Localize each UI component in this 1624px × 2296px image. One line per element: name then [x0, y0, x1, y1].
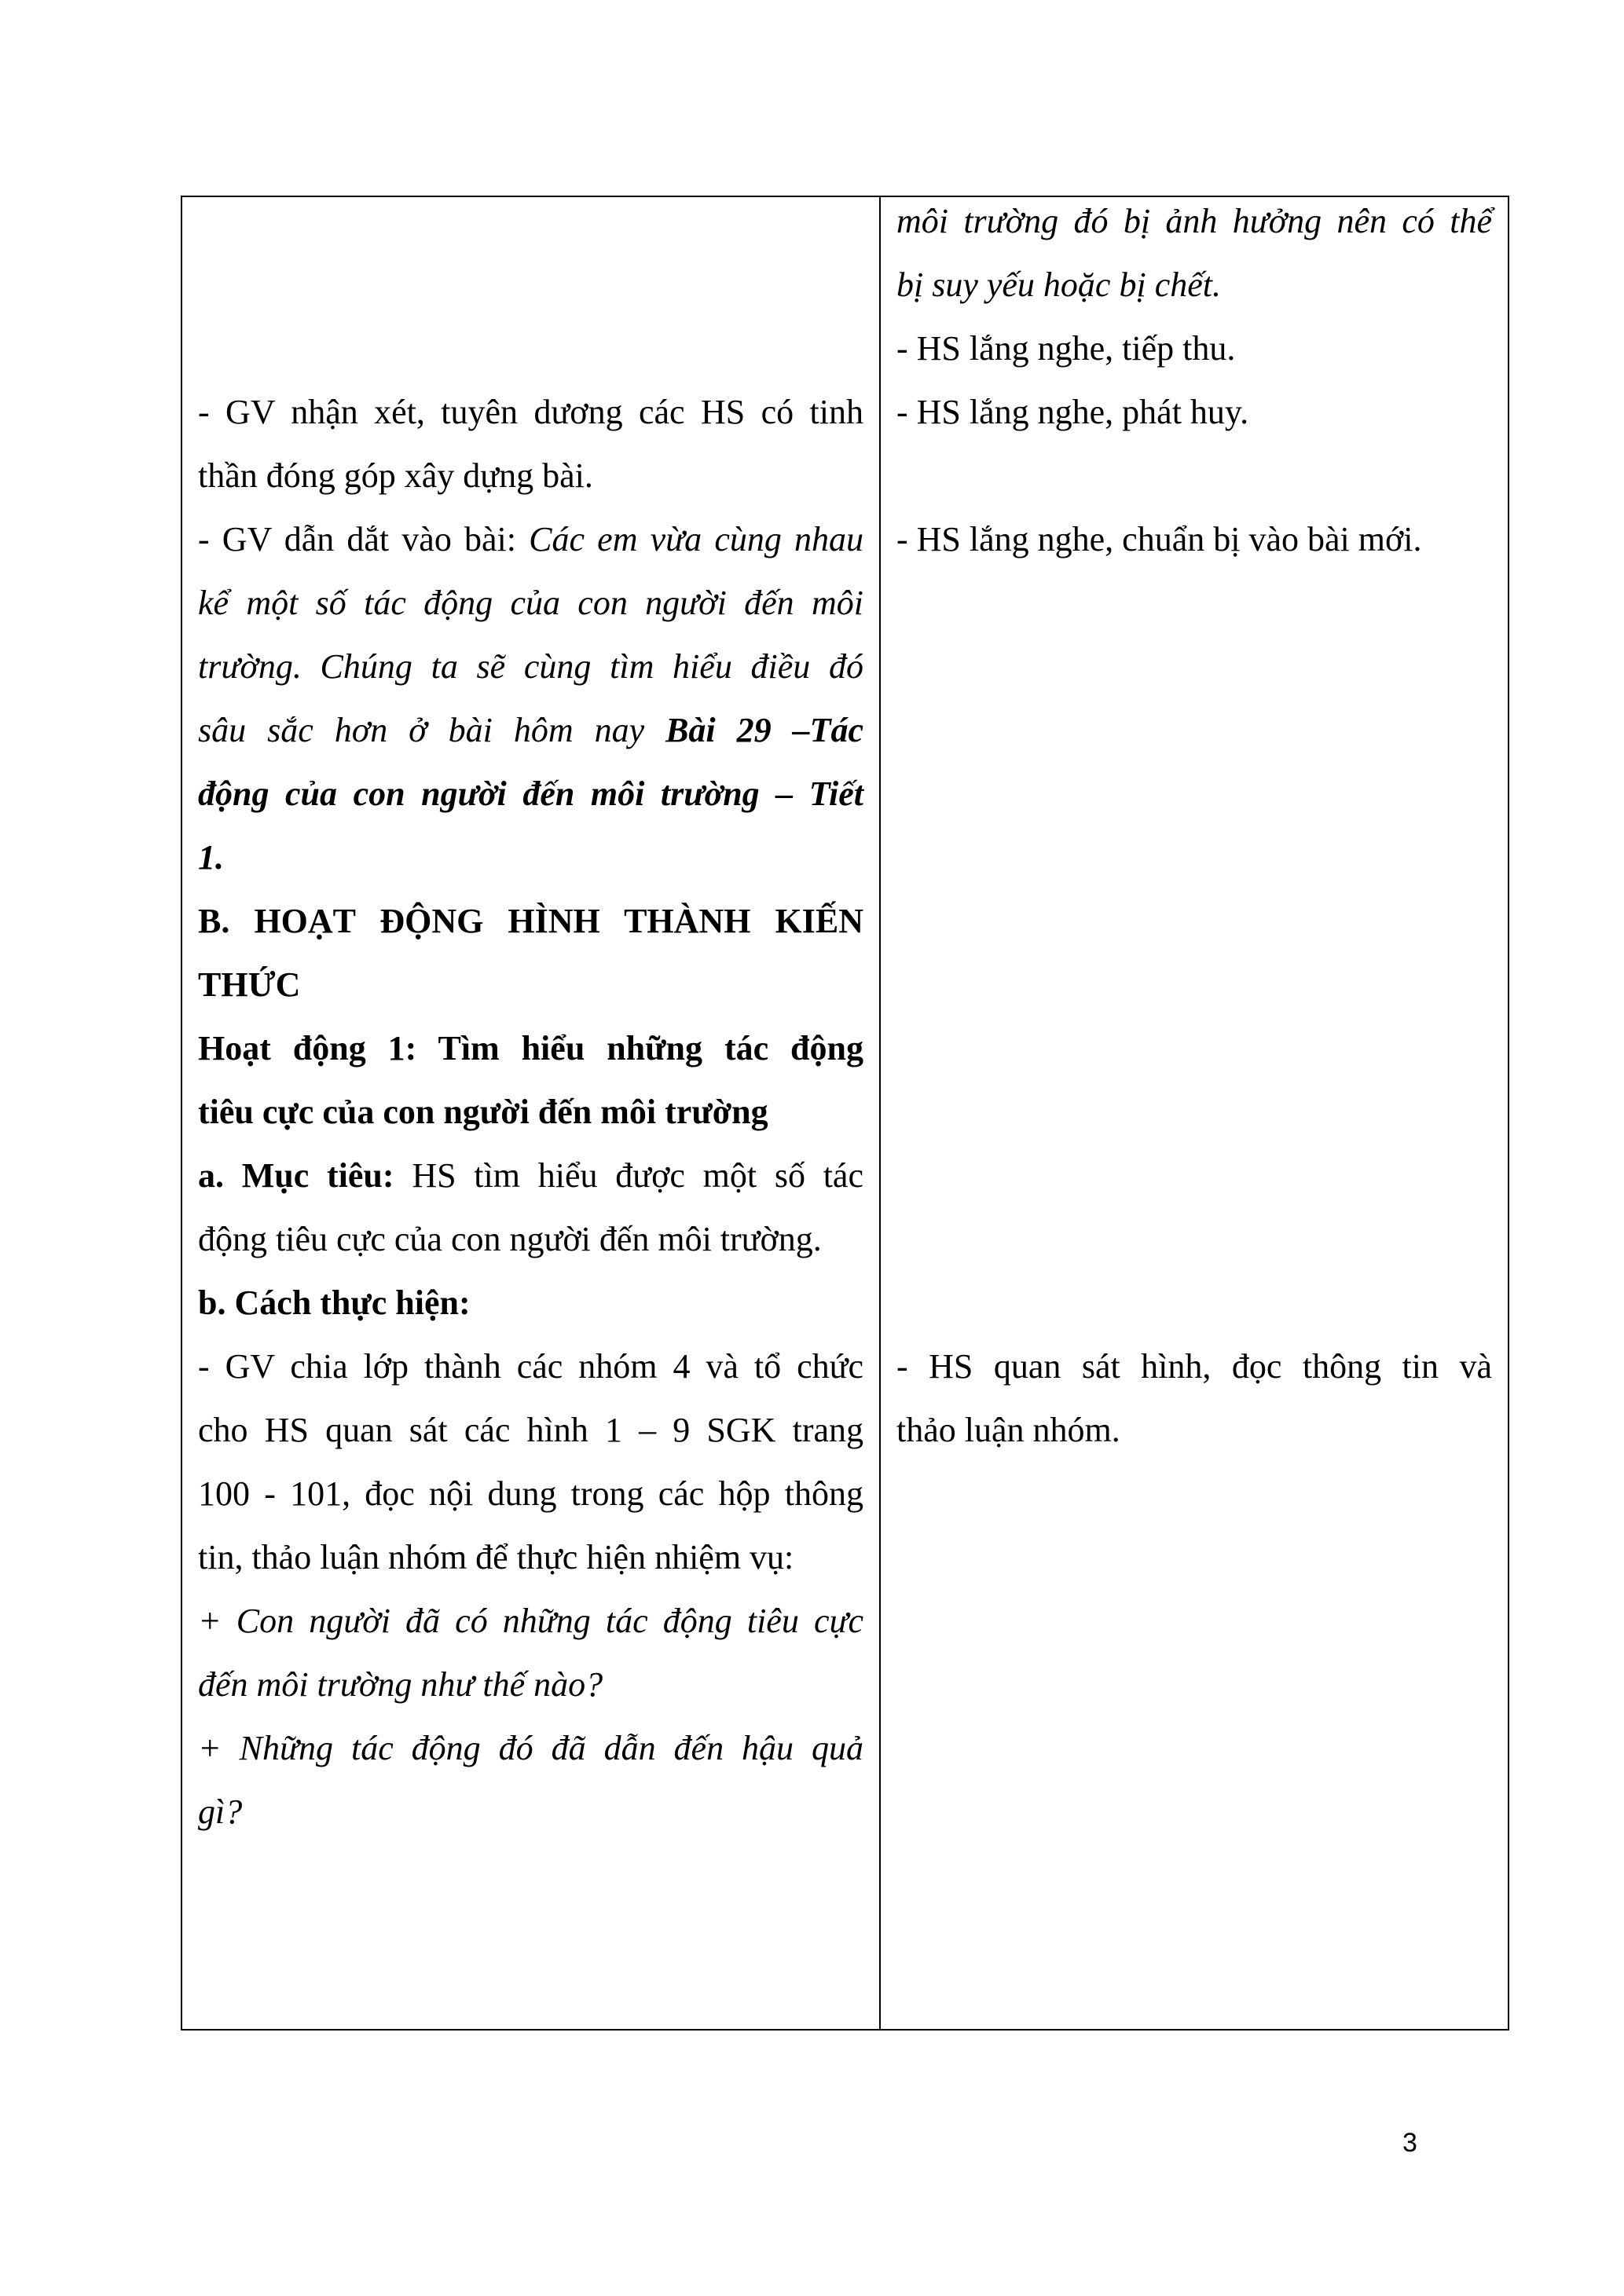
task-line-1: - GV chia lớp thành các nhóm 4 và tổ chức [198, 1347, 863, 1386]
page-number: 3 [1402, 2128, 1417, 2158]
intro-italic-4a: sâu sắc hơn ở bài hôm nay [198, 711, 666, 749]
question-1-line-1: + Con người đã có những tác động tiêu cực [198, 1602, 863, 1640]
section-b-heading-1: B. HOẠT ĐỘNG HÌNH THÀNH KIẾN [198, 902, 863, 940]
observe-line-2: thảo luận nhóm. [896, 1411, 1120, 1449]
lesson-title-part-2: động của con người đến môi trường – Tiết [198, 774, 863, 813]
activity-1-heading-1: Hoạt động 1: Tìm hiểu những tác động [198, 1029, 863, 1067]
activity-1-heading-2: tiêu cực của con người đến môi trường [198, 1093, 768, 1131]
answer-line-1: môi trường đó bị ảnh hưởng nên có thể [896, 202, 1492, 240]
intro-lead: - GV dẫn dắt vào bài: [198, 520, 530, 558]
lesson-title-part-1: Bài 29 –Tác [665, 711, 863, 749]
objective-label: a. Mục tiêu: [198, 1156, 394, 1195]
teacher-activity-column [182, 197, 881, 2029]
question-2-line-2: gì? [198, 1792, 243, 1831]
method-label: b. Cách thực hiện: [198, 1283, 471, 1322]
listen-line-1: - HS lắng nghe, tiếp thu. [896, 329, 1236, 368]
observe-line-1: - HS quan sát hình, đọc thông tin và [896, 1347, 1492, 1386]
task-line-2: cho HS quan sát các hình 1 – 9 SGK trang [198, 1411, 863, 1449]
remark-line-1: - GV nhận xét, tuyên dương các HS có tinh [198, 393, 863, 431]
answer-line-2: bị suy yếu hoặc bị chết. [896, 265, 1221, 304]
task-line-3: 100 - 101, đọc nội dung trong các hộp thông [198, 1474, 863, 1513]
intro-line-3: trường. Chúng ta sẽ cùng tìm hiểu điều đó [198, 647, 863, 686]
intro-line-4 [198, 698, 863, 762]
task-line-4: tin, thảo luận nhóm để thực hiện nhiệm vụ: [198, 1538, 794, 1576]
intro-line-2: kể một số tác động của con người đến môi [198, 584, 863, 622]
student-activity-column [881, 197, 1508, 2029]
objective-line-2: động tiêu cực của con người đến môi trường. [198, 1220, 822, 1258]
section-b-heading-2: THỨC [198, 965, 301, 1004]
question-1-line-2: đến môi trường như thế nào? [198, 1665, 603, 1704]
remark-line-2: thần đóng góp xây dựng bài. [198, 456, 593, 495]
listen-line-3: - HS lắng nghe, chuẩn bị vào bài mới. [896, 520, 1422, 558]
objective-text-1: HS tìm hiểu được một số tác [394, 1156, 863, 1195]
lesson-plan-table [181, 196, 1509, 2031]
lesson-title-part-3: 1. [198, 838, 224, 877]
objective-line-1 [198, 1144, 863, 1207]
question-2-line-1: + Những tác động đó đã dẫn đến hậu quả [198, 1729, 863, 1767]
intro-italic-1: Các em vừa cùng nhau [529, 520, 863, 558]
listen-line-2: - HS lắng nghe, phát huy. [896, 393, 1249, 431]
intro-line-1 [198, 507, 863, 571]
